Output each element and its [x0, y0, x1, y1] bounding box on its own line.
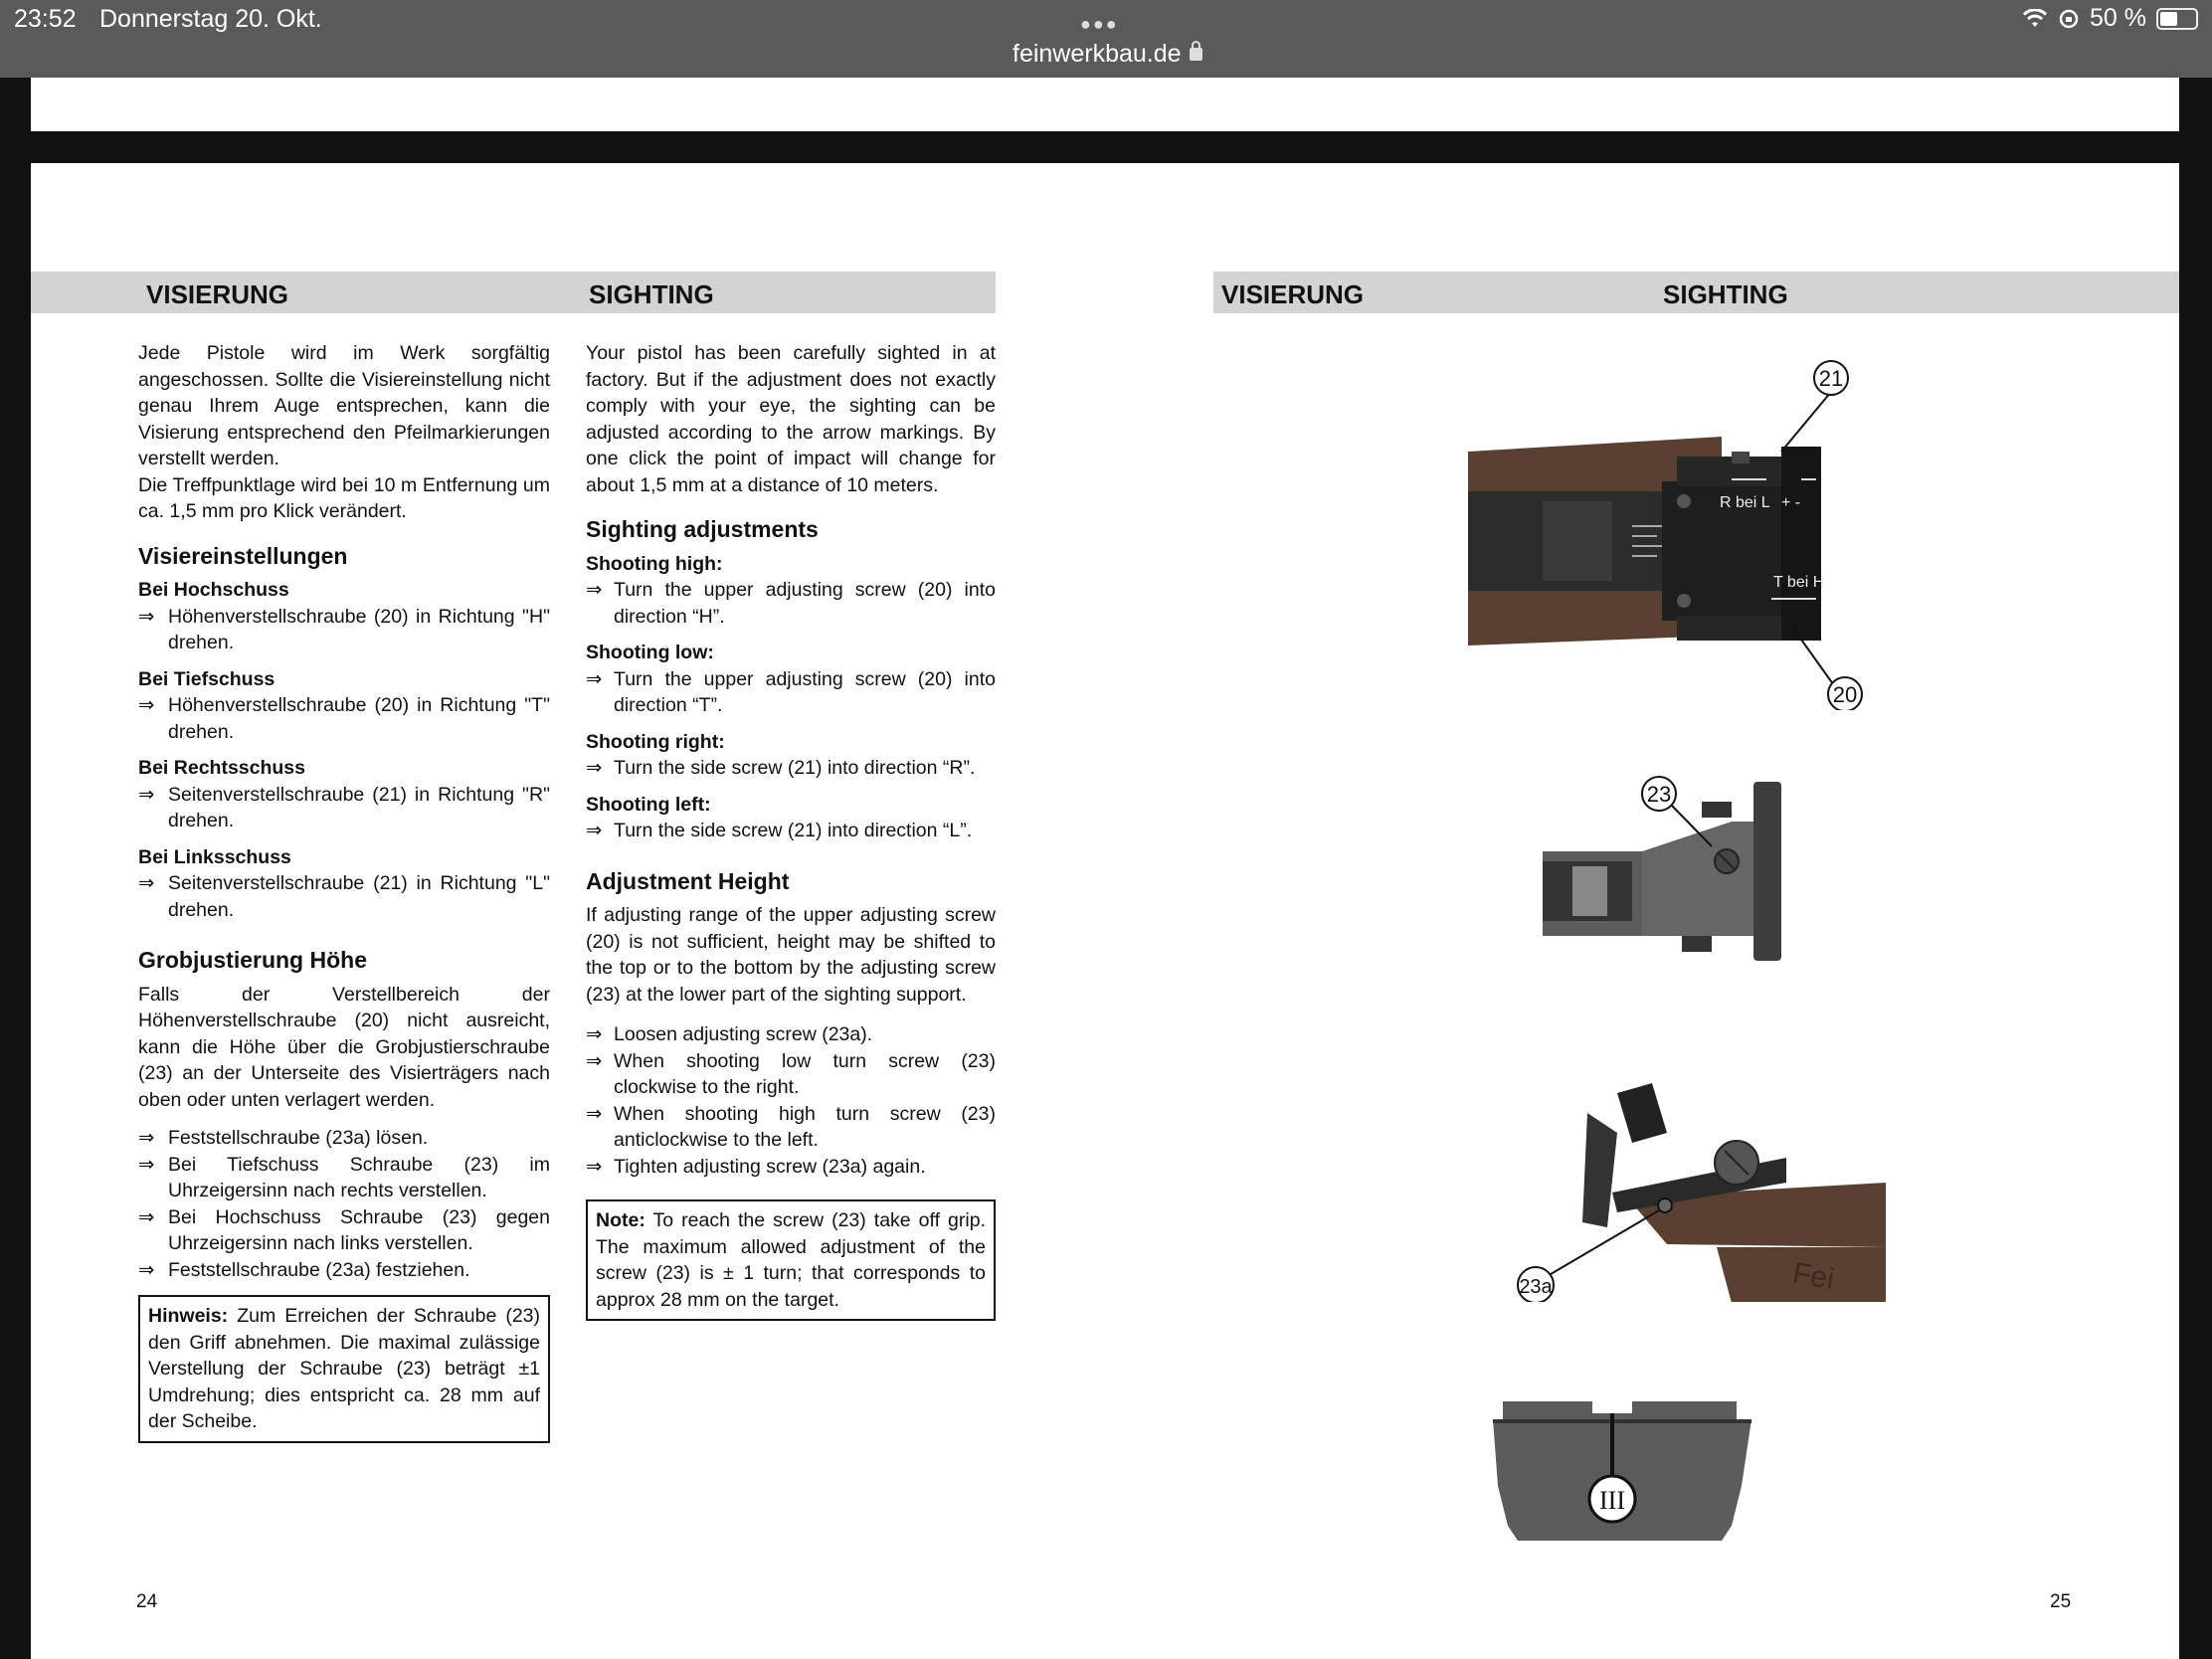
- en-height-text: If adjusting range of the upper adjusting screw (20) is not sufficient, height may be shifted to the top or to the bottom by the adjusting screw (23) at the lower part of the sighting support.: [586, 904, 996, 1006]
- orientation-lock-icon: [2058, 8, 2080, 30]
- status-right: [2022, 4, 2198, 33]
- callout-23a: 23a: [1519, 1276, 1553, 1298]
- arrow-icon: ⇒: [586, 1155, 603, 1178]
- arrow-icon: ⇒: [138, 1205, 155, 1228]
- battery-percent: 50 %: [2090, 4, 2146, 32]
- en-intro: Your pistol has been carefully sighted in at factory. But if the adjustment does not exactly comply with your eye, the sighting can be adjusted according to the arrow markings. By one click the point of impact will change for about 1,5 mm at a distance of 10 meters.: [586, 342, 996, 496]
- arrow-icon: ⇒: [138, 1258, 155, 1281]
- de-grob-heading: Grobjustierung Höhe: [138, 947, 367, 973]
- page-number-right: 25: [2050, 1591, 2072, 1612]
- de-step-2: ⇒ Bei Tiefschuss Schraube (23) im Uhrzeigersinn nach rechts verstellen.: [138, 1153, 550, 1201]
- callout-20: 20: [1832, 682, 1858, 707]
- arrow-icon: ⇒: [138, 694, 155, 716]
- de-intro-2: Die Treffpunktlage wird bei 10 m Entfernung um ca. 1,5 mm pro Klick verändert.: [138, 473, 550, 522]
- left-header-band: [31, 272, 996, 313]
- german-column: [138, 340, 550, 1443]
- de-note-box: [138, 1295, 550, 1443]
- right-header-de: VISIERUNG: [1221, 279, 1365, 309]
- previous-page-bottom: [31, 78, 2179, 131]
- de-grob-text: Falls der Verstellbereich der Höhenverstellschraube (20) nicht ausreicht, kann die Höhe über die Grobjustierschraube (23) an der Unterseite des Visierträgers nach oben oder unten verlagert werden.: [138, 983, 550, 1111]
- en-left-item: ⇒ Turn the side screw (21) into direction “L”.: [586, 818, 996, 844]
- label-t-bei-h: T bei H: [1773, 574, 1825, 591]
- address-bar[interactable]: [1013, 40, 1202, 69]
- en-step-2: ⇒ When shooting low turn screw (23) clockwise to the right.: [586, 1049, 996, 1098]
- en-left-title: Shooting left:: [586, 793, 711, 816]
- en-step-1: ⇒ Loosen adjusting screw (23a).: [586, 1021, 996, 1048]
- label-r-bei-l: R bei L: [1720, 494, 1770, 511]
- arrow-icon: ⇒: [586, 1102, 603, 1125]
- battery-fill: [2160, 12, 2177, 26]
- svg-text:Fei: Fei: [1789, 1256, 1837, 1297]
- de-left-item: ⇒ Seitenverstellschraube (21) in Richtung "L" drehen.: [138, 872, 550, 921]
- de-intro-1: Jede Pistole wird im Werk sorgfältig angeschossen. Sollte die Visiereinstellung nicht genau Ihrem Auge entsprechen, kann die Visierung entsprechend den Pfeilmarkierungen verstellt werden.: [138, 342, 550, 469]
- arrow-icon: ⇒: [138, 783, 155, 806]
- de-note-title: Hinweis:: [148, 1305, 229, 1327]
- figure-sight-notch: [1493, 1391, 1791, 1590]
- callout-21: 21: [1818, 366, 1844, 391]
- en-step-4: ⇒ Tighten adjusting screw (23a) again.: [586, 1154, 996, 1181]
- de-high-item: ⇒ Höhenverstellschraube (20) in Richtung "H" drehen.: [138, 605, 550, 653]
- wifi-icon: [2022, 9, 2048, 29]
- en-high-item: ⇒ Turn the upper adjusting screw (20) into direction “H”.: [586, 579, 996, 628]
- label-plus-minus: + -: [1781, 494, 1801, 511]
- arrow-icon: ⇒: [138, 1153, 155, 1176]
- en-step-3: ⇒ When shooting high turn screw (23) anticlockwise to the left.: [586, 1102, 996, 1151]
- status-bar: [0, 0, 2212, 78]
- page-number-left: 24: [136, 1591, 158, 1612]
- en-adj-heading: Sighting adjustments: [586, 516, 819, 542]
- arrow-icon: ⇒: [586, 757, 603, 779]
- arrow-icon: ⇒: [586, 1023, 603, 1045]
- arrow-icon: ⇒: [586, 667, 603, 690]
- de-right-title: Bei Rechtsschuss: [138, 757, 305, 779]
- date: Donnerstag 20. Okt.: [99, 5, 322, 33]
- english-column: [586, 340, 996, 1321]
- right-header-en: SIGHTING: [1663, 279, 1788, 309]
- de-step-1: ⇒ Feststellschraube (23a) lösen.: [138, 1125, 550, 1152]
- figure-screw-23: [1533, 772, 1831, 971]
- arrow-icon: ⇒: [138, 872, 155, 894]
- de-left-title: Bei Linksschuss: [138, 845, 291, 868]
- en-note-box: [586, 1199, 996, 1321]
- url-text: feinwerkbau.de: [1013, 40, 1182, 68]
- figure-rear-sight-top: [1423, 352, 1940, 710]
- de-right-item: ⇒ Seitenverstellschraube (21) in Richtung "R" drehen.: [138, 783, 550, 831]
- figure-screw-23a: [1488, 1073, 1886, 1302]
- en-note-title: Note:: [596, 1209, 645, 1231]
- clock: 23:52: [14, 5, 77, 33]
- arrow-icon: ⇒: [586, 579, 603, 601]
- callout-23: 23: [1646, 782, 1672, 807]
- en-low-item: ⇒ Turn the upper adjusting screw (20) into direction “T”.: [586, 667, 996, 716]
- left-header-de: VISIERUNG: [146, 279, 289, 309]
- en-high-title: Shooting high:: [586, 552, 723, 575]
- en-height-heading: Adjustment Height: [586, 867, 790, 894]
- right-header-band: [1213, 272, 2179, 313]
- en-low-title: Shooting low:: [586, 642, 714, 663]
- arrow-icon: ⇒: [586, 820, 603, 841]
- de-step-4: ⇒ Feststellschraube (23a) festziehen.: [138, 1257, 550, 1284]
- en-right-item: ⇒ Turn the side screw (21) into direction “R”.: [586, 755, 996, 782]
- document-spread: [31, 163, 2179, 1659]
- de-settings-heading: Visiereinstellungen: [138, 542, 348, 569]
- lock-icon: [1190, 48, 1202, 61]
- multitask-dots[interactable]: ●●●: [1080, 14, 1119, 34]
- battery-icon: [2156, 8, 2198, 30]
- arrow-icon: ⇒: [586, 1049, 603, 1072]
- de-note-text: Zum Erreichen der Schraube (23) den Griff abnehmen. Die maximal zulässige Verstellung der Schraube (23) beträgt ±1 Umdrehung; dies entspricht ca. 28 mm auf der Scheibe.: [148, 1305, 541, 1432]
- arrow-icon: ⇒: [138, 1127, 155, 1149]
- de-high-title: Bei Hochschuss: [138, 579, 289, 601]
- left-header-en: SIGHTING: [589, 279, 714, 309]
- arrow-icon: ⇒: [138, 605, 155, 628]
- de-step-3: ⇒ Bei Hochschuss Schraube (23) gegen Uhrzeigersinn nach links verstellen.: [138, 1205, 550, 1254]
- en-right-title: Shooting right:: [586, 730, 725, 753]
- de-low-item: ⇒ Höhenverstellschraube (20) in Richtung "T" drehen.: [138, 694, 550, 743]
- callout-iii: III: [1599, 1486, 1625, 1515]
- en-note-text: To reach the screw (23) take off grip. The maximum allowed adjustment of the screw (23) is ± 1 turn; that corresponds to approx 28 mm on the target.: [596, 1209, 986, 1311]
- de-low-title: Bei Tiefschuss: [138, 667, 276, 690]
